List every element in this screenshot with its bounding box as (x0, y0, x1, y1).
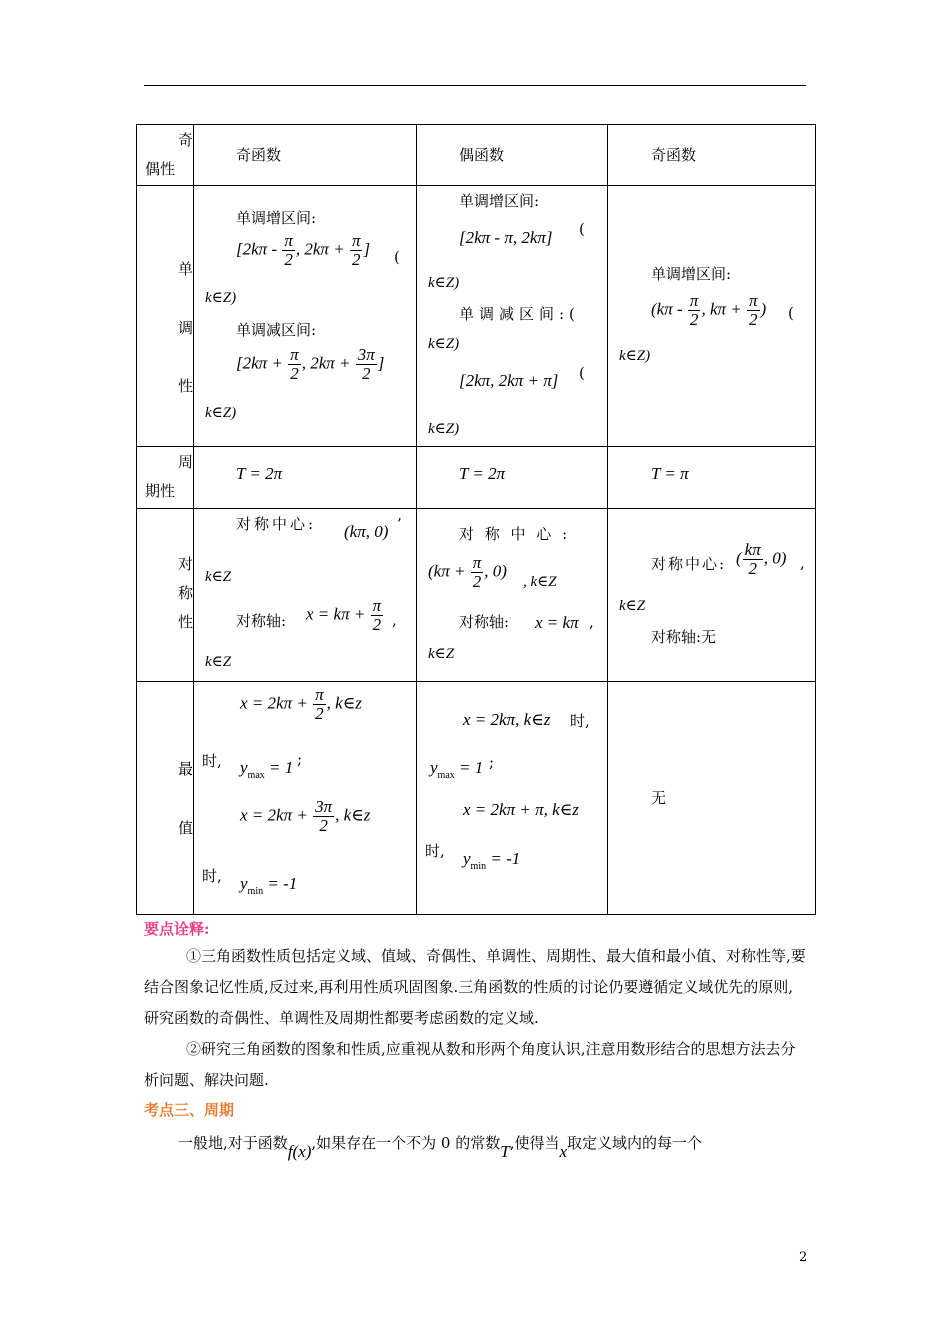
cell-sin-monotonicity (194, 186, 417, 447)
row-monotonicity (137, 186, 816, 447)
cos-center: (kπ + $\frac{\pi}{2}$ , 0) (428, 553, 507, 591)
row-symmetry (137, 509, 816, 682)
when: 时, (202, 867, 222, 885)
row-head-char: 期性 (145, 482, 176, 500)
increase-label: 单调增区间: (459, 192, 540, 210)
tan-parity: 奇函数 (651, 146, 697, 164)
axis-label: 对称轴:无 (651, 628, 717, 646)
cell-tan-symmetry (608, 509, 816, 682)
sin-parity: 奇函数 (236, 146, 282, 164)
row-parity (137, 125, 816, 186)
cell-tan-parity (608, 125, 816, 186)
cos-axis: x = kπ (535, 613, 579, 632)
k-in-Z: k∈Z) (205, 290, 237, 306)
row-head-parity (137, 125, 194, 186)
row-head-char: 周 (178, 453, 194, 471)
axis-label: 对称轴: (459, 613, 510, 631)
k-in-Z: k∈Z) (619, 348, 651, 364)
row-head-char: 单 (178, 260, 194, 278)
paren: ( (394, 248, 400, 266)
math-x: x (559, 1142, 568, 1161)
k-in-Z: k∈Z (205, 654, 232, 670)
when: 时, (425, 842, 445, 860)
tan-increase-interval: (kπ - $\frac{\pi}{2}$ , kπ + $\frac{\pi}{2}$ ) (651, 291, 767, 329)
semicolon: ; (297, 750, 303, 768)
sin-period: T = 2π (236, 464, 283, 483)
cell-tan-period (608, 447, 816, 509)
section-3-title: 考点三、周期 (144, 1101, 235, 1119)
cos-increase-interval: [2kπ - π, 2kπ] (459, 228, 553, 247)
paren: ( (788, 304, 794, 322)
text-span: 一般地,对于函数 (178, 1134, 288, 1152)
row-head-char: 性 (178, 377, 194, 395)
increase-label: 单调增区间: (236, 209, 317, 227)
notes-paragraph-1: ①三角函数性质包括定义域、值域、奇偶性、单调性、周期性、最大值和最小值、对称性等,要结合图象记忆性质,反过来,再利用性质巩固图象.三角函数的性质的讨论仍要遵循定义域优先的原则,研究函数的奇偶性、单调性及周期性都要考虑函数的定义域. (144, 947, 806, 1027)
notes-title: 要点诠释: (144, 920, 210, 938)
row-head-char: 最 (178, 760, 194, 778)
k-in-Z: k∈Z) (428, 336, 460, 352)
k-in-Z: k∈Z) (428, 421, 460, 437)
paren: ( (579, 364, 585, 382)
axis-label: 对称轴: (236, 612, 287, 630)
cell-sin-symmetry (194, 509, 417, 682)
cos-min-value: $y_{min} = -1$ (463, 849, 521, 872)
row-head-char: 奇 (178, 131, 194, 149)
row-extreme (137, 682, 816, 915)
comma: , (589, 613, 594, 631)
k-in-Z: k∈Z (205, 569, 232, 585)
paren: ( (579, 220, 585, 238)
row-head-char: 偶性 (145, 160, 176, 178)
cell-sin-period (194, 447, 417, 509)
math-fx: f(x) (287, 1142, 312, 1161)
sin-min-value: $y_{min} = -1$ (240, 874, 298, 897)
cos-min-condition: x = 2kπ + π, k∈z (463, 800, 579, 819)
k-in-Z: k∈Z) (428, 275, 460, 291)
row-head-period (137, 447, 194, 509)
cos-period: T = 2π (459, 464, 506, 483)
k-in-Z: k∈Z) (205, 405, 237, 421)
trig-properties-table (136, 124, 816, 915)
sin-decrease-interval: [2kπ + $\frac{\pi}{2}$ , 2kπ + $\frac{3\pi}{2}$ ] (236, 345, 385, 383)
row-head-char: 对 (178, 555, 194, 573)
row-head-char: 值 (178, 819, 194, 837)
sin-center: (kπ, 0) (344, 522, 389, 541)
row-head-char: 称 (178, 584, 194, 602)
row-head-extreme (137, 682, 194, 915)
text-span: 取定义域内的每一个 (567, 1134, 703, 1152)
cell-cos-parity (417, 125, 608, 186)
row-period (137, 447, 816, 509)
cell-sin-parity (194, 125, 417, 186)
comma: , (800, 554, 805, 572)
semicolon: ; (489, 753, 495, 771)
page-number: 2 (799, 1250, 808, 1265)
notes-paragraph-2: ②研究三角函数的图象和性质,应重视从数和形两个角度认识,注意用数形结合的思想方法去分析问题、解决问题. (144, 1040, 796, 1089)
row-head-char: 调 (178, 319, 194, 337)
comma: , (392, 611, 397, 629)
k-in-Z: k∈Z (428, 646, 455, 662)
text-span: ,如果存在一个不为 0 的常数 (311, 1134, 501, 1152)
cell-cos-period (417, 447, 608, 509)
center-label: 对 称 中 心 : (459, 525, 571, 543)
cell-cos-symmetry (417, 509, 608, 682)
sin-increase-interval: [2kπ - $\frac{\pi}{2}$ , 2kπ + $\frac{\pi}{2}$ ] (236, 231, 371, 269)
row-head-symmetry (137, 509, 194, 682)
when: 时, (202, 752, 222, 770)
section-3-paragraph (144, 1127, 806, 1159)
center-label: 对称中心: (236, 515, 317, 533)
cell-tan-monotonicity (608, 186, 816, 447)
tan-center: ( $\frac{k\pi}{2}$ , 0) (736, 540, 787, 578)
tan-extreme: 无 (651, 789, 667, 807)
cos-max-condition: x = 2kπ, k∈z (463, 710, 551, 729)
text-span: ,使得当 (509, 1134, 560, 1152)
cell-sin-extreme (194, 682, 417, 915)
sin-axis: x = kπ + $\frac{\pi}{2}$ (306, 596, 382, 634)
cos-decrease-interval: [2kπ, 2kπ + π] (459, 371, 559, 390)
k-in-Z: k∈Z (619, 598, 646, 614)
cell-cos-monotonicity (417, 186, 608, 447)
tan-period: T = π (651, 464, 689, 483)
when: 时, (570, 712, 590, 730)
cell-cos-extreme (417, 682, 608, 915)
sin-max-value: $y_{max} = 1$ (240, 758, 294, 781)
cos-max-value: $y_{max} = 1$ (430, 758, 484, 781)
k-in-Z: , k∈Z (523, 574, 557, 590)
center-label: 对称中心: (651, 555, 727, 573)
sin-max-condition: x = 2kπ + $\frac{\pi}{2}$ , k∈z (240, 685, 362, 723)
cos-parity: 偶函数 (459, 146, 505, 164)
header-rule (144, 85, 806, 86)
row-head-char: 性 (178, 613, 194, 631)
increase-label: 单调增区间: (651, 265, 732, 283)
comma: ’ (397, 515, 402, 533)
math-T: T (500, 1142, 510, 1161)
cell-tan-extreme (608, 682, 816, 915)
decrease-label: 单调减区间: (236, 321, 317, 339)
decrease-label: 单调减区间:( (459, 305, 580, 323)
sin-min-condition: x = 2kπ + $\frac{3\pi}{2}$ , k∈z (240, 797, 371, 835)
row-head-monotonicity (137, 186, 194, 447)
